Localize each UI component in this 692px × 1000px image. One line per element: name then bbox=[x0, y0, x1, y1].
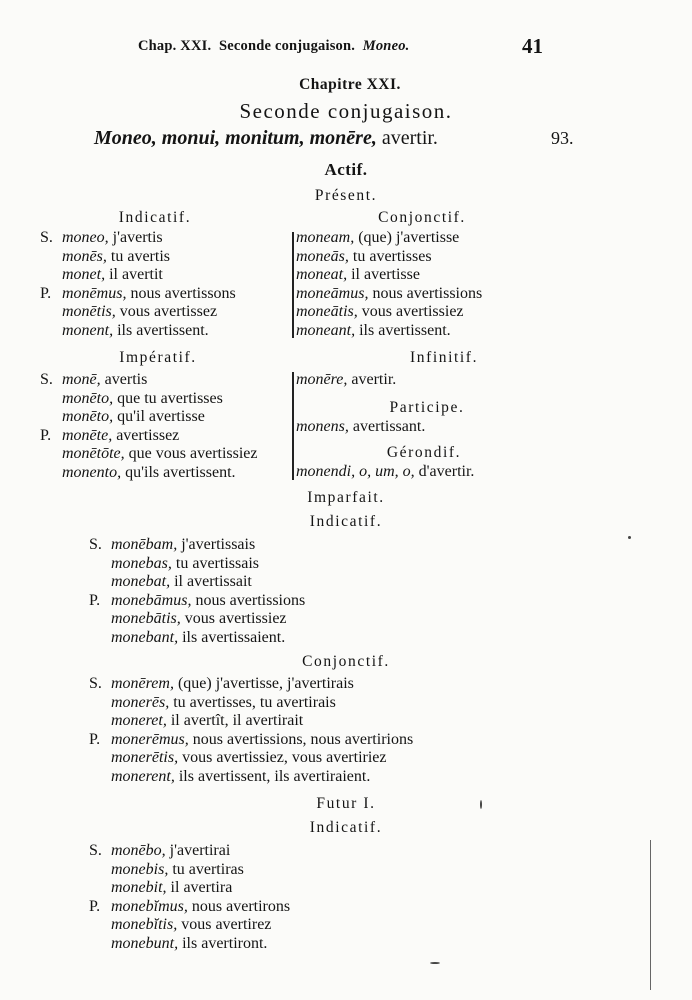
ink-speck bbox=[430, 962, 440, 964]
latin-form: monēte, bbox=[62, 426, 113, 444]
latin-form: monebis, bbox=[111, 860, 169, 878]
latin-form: monento, bbox=[62, 463, 122, 481]
page-number: 41 bbox=[522, 34, 543, 58]
imperatif-block bbox=[40, 371, 258, 483]
conjugation-line bbox=[89, 675, 413, 694]
latin-form: monebāmus, bbox=[111, 591, 192, 609]
conjugation-line bbox=[89, 712, 413, 731]
conjugation-line bbox=[40, 445, 258, 464]
latin-form: moneret, bbox=[111, 712, 167, 730]
number-label: P. bbox=[40, 426, 52, 444]
imparfait-indicatif-block bbox=[89, 536, 305, 648]
latin-form: monē, bbox=[62, 371, 101, 388]
chapter-title: Chapitre XXI. bbox=[299, 76, 401, 93]
tense-heading-imparfait: Imparfait. bbox=[307, 489, 385, 506]
mood-heading-participe: Participe. bbox=[389, 399, 465, 416]
french-translation: j'avertis bbox=[112, 229, 163, 246]
present-indicatif-block bbox=[40, 229, 236, 341]
conjugation-line bbox=[296, 266, 482, 285]
french-translation: (que) j'avertisse bbox=[358, 229, 460, 246]
conjugation-line bbox=[89, 629, 305, 648]
conjugation-line bbox=[40, 427, 258, 446]
conjugation-line bbox=[89, 573, 305, 592]
latin-form: monēs, bbox=[62, 247, 107, 265]
french-translation: tu avertis bbox=[110, 247, 170, 265]
conjugation-line bbox=[89, 768, 413, 787]
french-translation: nous avertirons bbox=[191, 897, 291, 915]
section-number: 93. bbox=[551, 128, 574, 148]
conjugation-line bbox=[40, 229, 236, 248]
french-translation: nous avertissons bbox=[130, 284, 236, 302]
running-head-chapter: Chap. XXI. bbox=[138, 38, 212, 54]
principal-parts-forms: Moneo, monui, monitum, monēre, bbox=[94, 127, 377, 149]
conjugation-line bbox=[40, 464, 258, 483]
futur1-indicatif-block bbox=[89, 842, 290, 954]
gerondif-french: d'avertir. bbox=[418, 463, 475, 480]
conjugation-line bbox=[40, 322, 236, 341]
ink-speck bbox=[480, 800, 482, 809]
latin-form: moneāmus, bbox=[296, 284, 369, 302]
latin-form: monerent, bbox=[111, 767, 175, 785]
french-translation: tu avertisses, tu avertirais bbox=[173, 693, 336, 711]
imparfait-conjonctif-block bbox=[89, 675, 413, 787]
mood-heading-futur1-indicatif: Indicatif. bbox=[309, 819, 383, 836]
french-translation: que vous avertissiez bbox=[128, 445, 258, 463]
latin-form: monētis, bbox=[62, 303, 116, 321]
latin-form: moneātis, bbox=[296, 303, 358, 321]
conjugation-line bbox=[89, 555, 305, 574]
conjugation-line bbox=[296, 229, 482, 248]
conjugation-line bbox=[40, 408, 258, 427]
number-label: S. bbox=[40, 371, 53, 388]
french-translation: nous avertissions bbox=[195, 591, 306, 609]
latin-form: monēmus, bbox=[62, 284, 127, 302]
french-translation: il avertit bbox=[109, 266, 163, 284]
latin-form: monebātis, bbox=[111, 610, 181, 628]
number-label: S. bbox=[89, 536, 102, 553]
french-translation: qu'ils avertissent. bbox=[125, 463, 236, 481]
french-translation: avertis bbox=[104, 371, 148, 388]
latin-form: monet, bbox=[62, 266, 106, 284]
french-translation: tu avertisses bbox=[352, 247, 432, 265]
conjugation-line bbox=[40, 285, 236, 304]
number-label: P. bbox=[40, 284, 52, 302]
conjugation-line bbox=[89, 916, 290, 935]
french-translation: nous avertissions bbox=[372, 284, 483, 302]
mood-heading-imperatif: Impératif. bbox=[119, 349, 197, 366]
mood-heading-infinitif: Infinitif. bbox=[409, 349, 479, 366]
infinitif-french: avertir. bbox=[351, 371, 397, 388]
french-translation: ils avertissent. bbox=[359, 321, 451, 339]
gerondif-line bbox=[296, 463, 474, 482]
french-translation: il avertissait bbox=[174, 573, 252, 591]
principal-parts-meaning: avertir. bbox=[381, 127, 438, 149]
latin-form: monerēmus, bbox=[111, 730, 189, 748]
conjugation-line bbox=[296, 322, 482, 341]
latin-form: moneās, bbox=[296, 247, 349, 265]
tense-heading-futur1: Futur I. bbox=[316, 795, 376, 812]
french-translation: nous avertissions, nous avertirions bbox=[192, 730, 414, 748]
column-divider bbox=[292, 372, 294, 480]
french-translation: que tu avertisses bbox=[117, 389, 223, 407]
french-translation: vous avertirez bbox=[181, 916, 272, 934]
mood-heading-present-conjonctif: Conjonctif. bbox=[378, 209, 466, 226]
mood-heading-present-indicatif: Indicatif. bbox=[118, 209, 192, 226]
french-translation: il avertît, il avertirait bbox=[170, 712, 304, 730]
participe-french: avertissant. bbox=[352, 418, 426, 435]
latin-form: monebas, bbox=[111, 554, 172, 572]
latin-form: monebat, bbox=[111, 573, 171, 591]
ink-speck bbox=[628, 536, 631, 539]
latin-form: monebunt, bbox=[111, 934, 179, 952]
conjugation-line bbox=[89, 592, 305, 611]
page-edge-line bbox=[650, 840, 651, 990]
conjugation-title: Seconde conjugaison. bbox=[239, 99, 453, 123]
column-divider bbox=[292, 232, 294, 338]
french-translation: j'avertirai bbox=[169, 842, 231, 859]
french-translation: ils avertiront. bbox=[182, 934, 268, 952]
running-head bbox=[138, 38, 409, 55]
conjugation-line bbox=[40, 371, 258, 390]
french-translation: ils avertissaient. bbox=[182, 628, 286, 646]
number-label: P. bbox=[89, 730, 101, 748]
french-translation: ils avertissent, ils avertiraient. bbox=[178, 767, 371, 785]
conjugation-line bbox=[89, 898, 290, 917]
latin-form: monēto, bbox=[62, 389, 114, 407]
latin-form: moneo, bbox=[62, 229, 109, 246]
mood-heading-gerondif: Gérondif. bbox=[386, 444, 462, 461]
infinitif-line bbox=[296, 371, 396, 390]
gerondif-latin: monendi, o, um, o, bbox=[296, 463, 415, 480]
running-head-verb: Moneo. bbox=[362, 38, 410, 54]
conjugation-line bbox=[89, 694, 413, 713]
principal-parts bbox=[94, 127, 438, 150]
conjugation-line bbox=[89, 731, 413, 750]
tense-heading-present: Présent. bbox=[314, 187, 378, 204]
french-translation: tu avertiras bbox=[172, 860, 244, 878]
latin-form: monēbam, bbox=[111, 536, 178, 553]
number-label: P. bbox=[89, 591, 101, 609]
latin-form: monebĭtis, bbox=[111, 916, 178, 934]
conjugation-line bbox=[89, 879, 290, 898]
french-translation: qu'il avertisse bbox=[117, 408, 205, 426]
number-label: P. bbox=[89, 897, 101, 915]
conjugation-line bbox=[89, 842, 290, 861]
running-head-title: Seconde conjugaison. bbox=[218, 38, 356, 54]
latin-form: moneam, bbox=[296, 229, 355, 246]
number-label: S. bbox=[89, 842, 102, 859]
infinitif-latin: monēre, bbox=[296, 371, 348, 388]
conjugation-line bbox=[89, 861, 290, 880]
french-translation: tu avertissais bbox=[175, 554, 259, 572]
mood-heading-imparfait-conjonctif: Conjonctif. bbox=[302, 653, 390, 670]
latin-form: monerēs, bbox=[111, 693, 170, 711]
conjugation-line bbox=[89, 749, 413, 768]
mood-heading-imparfait-indicatif: Indicatif. bbox=[309, 513, 383, 530]
conjugation-line bbox=[40, 248, 236, 267]
number-label: S. bbox=[89, 675, 102, 692]
present-conjonctif-block bbox=[296, 229, 482, 341]
french-translation: il avertira bbox=[170, 879, 233, 897]
french-translation: vous avertissez bbox=[119, 303, 218, 321]
french-translation: vous avertissiez bbox=[184, 610, 287, 628]
latin-form: monētōte, bbox=[62, 445, 125, 463]
latin-form: monebĭmus, bbox=[111, 897, 188, 915]
latin-form: moneat, bbox=[296, 266, 348, 284]
conjugation-line bbox=[40, 303, 236, 322]
french-translation: vous avertissiez bbox=[361, 303, 464, 321]
conjugation-line bbox=[89, 935, 290, 954]
latin-form: monerētis, bbox=[111, 749, 179, 767]
conjugation-line bbox=[40, 266, 236, 285]
latin-form: monēbo, bbox=[111, 842, 166, 859]
conjugation-line bbox=[89, 536, 305, 555]
latin-form: monērem, bbox=[111, 675, 174, 692]
latin-form: monebant, bbox=[111, 628, 179, 646]
conjugation-line bbox=[296, 285, 482, 304]
french-translation: ils avertissent. bbox=[117, 321, 209, 339]
participe-latin: monens, bbox=[296, 418, 349, 435]
conjugation-line bbox=[296, 303, 482, 322]
number-label: S. bbox=[40, 229, 53, 246]
voice-heading: Actif. bbox=[324, 160, 368, 179]
conjugation-line bbox=[40, 390, 258, 409]
participe-line bbox=[296, 418, 425, 437]
french-translation: avertissez bbox=[116, 426, 180, 444]
latin-form: moneant, bbox=[296, 321, 356, 339]
french-translation: (que) j'avertisse, j'avertirais bbox=[177, 675, 354, 692]
french-translation: j'avertissais bbox=[181, 536, 256, 553]
latin-form: monēto, bbox=[62, 408, 114, 426]
french-translation: il avertisse bbox=[351, 266, 420, 284]
conjugation-line bbox=[296, 248, 482, 267]
latin-form: monent, bbox=[62, 321, 114, 339]
conjugation-line bbox=[89, 610, 305, 629]
french-translation: vous avertissiez, vous avertiriez bbox=[182, 749, 387, 767]
latin-form: monebit, bbox=[111, 879, 167, 897]
